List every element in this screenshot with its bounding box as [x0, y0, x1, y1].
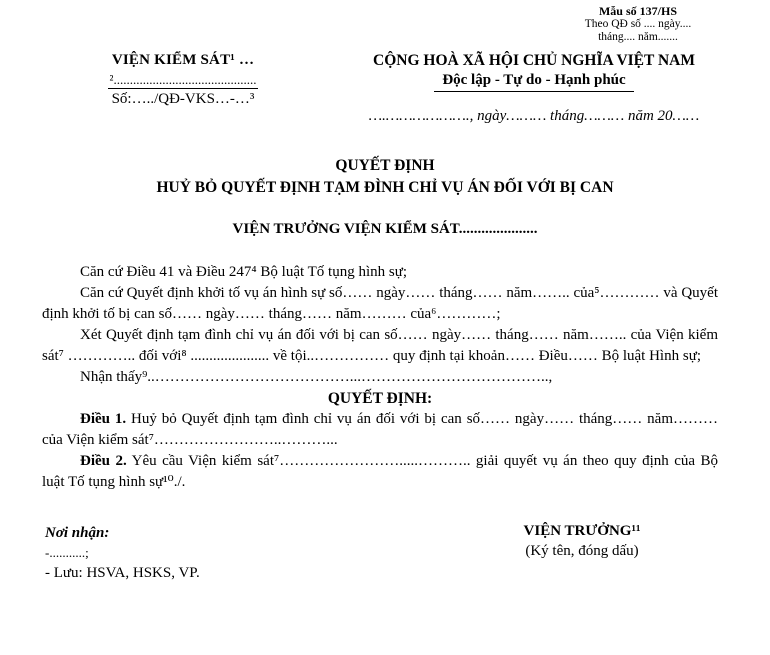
signature-block	[432, 523, 732, 583]
agency-block	[38, 52, 328, 125]
document-footer	[0, 523, 770, 583]
national-motto-block	[328, 52, 770, 125]
paragraph-legal-basis-2: Căn cứ Quyết định khởi tố vụ án hình sự số…… ngày…… tháng…… năm…….. của⁵………… và Quyết định khởi tố bị can số…… ngày…… tháng…… năm……… của⁶…………;	[42, 285, 718, 322]
form-meta-block	[548, 5, 728, 44]
recipients-block	[45, 523, 345, 583]
form-decree-line-1: Theo QĐ số .... ngày....	[584, 18, 692, 30]
paragraph-finding: Nhận thấy⁹..…………………………………...………………………………..,	[80, 369, 553, 385]
document-body	[42, 262, 718, 493]
agency-fill-line: ²............................................	[109, 72, 257, 87]
signer-note: (Ký tên, đóng dấu)	[525, 543, 639, 559]
archive-line: - Lưu: HSVA, HSKS, VP.	[45, 565, 200, 581]
signer-title: VIỆN TRƯỞNG¹¹	[523, 523, 641, 539]
country-name: CỘNG HOÀ XÃ HỘI CHỦ NGHĨA VIỆT NAM	[373, 52, 695, 69]
issuer-line: VIỆN TRƯỞNG VIỆN KIỂM SÁT.....................	[232, 221, 538, 237]
document-title-block	[0, 155, 770, 199]
date-line: ….………………., ngày……… tháng……… năm 20……	[368, 108, 700, 124]
recipients-label: Nơi nhận:	[45, 525, 110, 541]
article-2-label: Điều 2.	[80, 453, 127, 469]
article-1-label: Điều 1.	[80, 411, 127, 427]
document-title: QUYẾT ĐỊNH	[335, 157, 435, 174]
document-header	[0, 52, 770, 125]
national-motto: Độc lập - Tự do - Hạnh phúc	[434, 72, 633, 92]
form-number: Mẫu số 137/HS	[598, 4, 677, 18]
form-decree-line-2: tháng.... năm.......	[598, 31, 678, 43]
article-2	[42, 451, 718, 493]
agency-name: VIỆN KIỂM SÁT¹ …	[111, 52, 255, 68]
article-1	[42, 409, 718, 451]
decision-heading: QUYẾT ĐỊNH:	[327, 390, 433, 407]
document-subtitle: HUỶ BỎ QUYẾT ĐỊNH TẠM ĐÌNH CHỈ VỤ ÁN ĐỐI VỚI BỊ CAN	[156, 179, 614, 196]
article-1-text: Huỷ bỏ Quyết định tạm đình chỉ vụ án đối với bị can số…… ngày…… tháng…… năm……… của Viện kiểm sát⁷……………………..………...	[42, 411, 719, 448]
paragraph-legal-basis-1: Căn cứ Điều 41 và Điều 247⁴ Bộ luật Tố tụng hình sự;	[80, 264, 408, 280]
recipient-line: -...........;	[45, 545, 89, 560]
paragraph-consideration: Xét Quyết định tạm đình chỉ vụ án đối với bị can số…… ngày…… tháng…… năm…….. của Viện kiểm sát⁷ ………….. đối với⁸ ..................... về tội..…………… quy định tại khoản…… Điều…… Bộ luật Hình sự;	[42, 327, 718, 364]
article-2-text: Yêu cầu Viện kiểm sát⁷…………………….....……….. giải quyết vụ án theo quy định của Bộ luật Tố tụng hình sự¹⁰./.	[42, 453, 718, 490]
document-number: Số:…../QĐ-VKS…-…³	[111, 91, 255, 107]
